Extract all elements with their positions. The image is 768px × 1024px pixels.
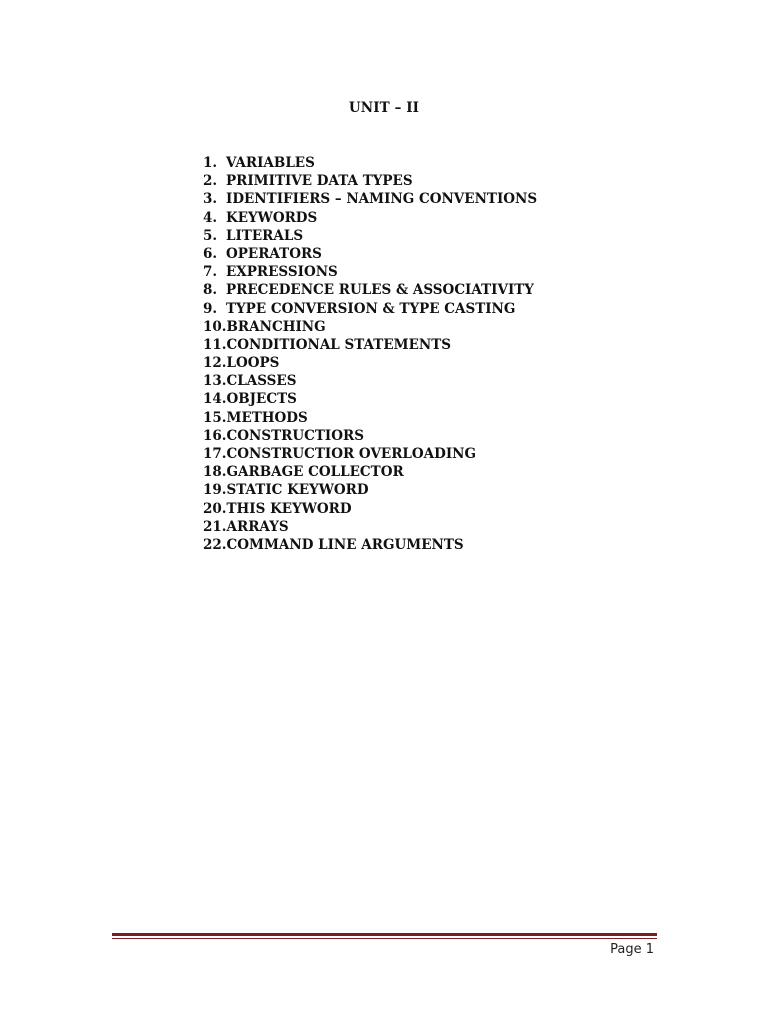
list-item-number: 7. [203, 264, 218, 281]
list-item-number: 9. [203, 300, 218, 317]
list-item [203, 372, 537, 390]
list-item-number: 19. [203, 482, 227, 499]
list-item [203, 354, 537, 372]
list-item-number: 20. [203, 500, 227, 517]
list-item [203, 227, 537, 245]
footer-divider-thick [112, 933, 657, 936]
list-item-label: KEYWORDS [226, 209, 318, 226]
list-item-label: PRIMITIVE DATA TYPES [226, 173, 413, 190]
list-item [203, 390, 537, 408]
list-item-label: TYPE CONVERSION & TYPE CASTING [226, 300, 516, 317]
list-item-label: OPERATORS [226, 245, 322, 262]
list-item [203, 481, 537, 499]
list-item [203, 427, 537, 445]
list-item [203, 245, 537, 263]
list-item [203, 518, 537, 536]
list-item-label: VARIABLES [226, 155, 315, 171]
list-item [203, 263, 537, 281]
list-item-number: 3. [203, 191, 218, 208]
list-item-number: 11. [203, 336, 227, 353]
list-item [203, 300, 537, 318]
list-item [203, 281, 537, 299]
list-item-label: GARBAGE COLLECTOR [226, 464, 404, 481]
list-item-number: 5. [203, 227, 218, 244]
list-item-number: 4. [203, 209, 218, 226]
list-item [203, 154, 537, 172]
list-item-number: 22. [203, 536, 227, 553]
footer-divider [112, 933, 657, 939]
list-item-number: 18. [203, 464, 227, 481]
list-item-label: CONSTRUCTIOR OVERLOADING [226, 446, 477, 462]
list-item [203, 445, 537, 463]
list-item-label: LITERALS [226, 227, 304, 244]
list-item-label: CLASSES [226, 373, 297, 390]
page-title: UNIT – II [348, 100, 420, 116]
list-item-label: STATIC KEYWORD [226, 482, 369, 499]
list-item-number: 8. [203, 282, 218, 299]
list-item-label: METHODS [226, 409, 308, 426]
topic-list [203, 154, 537, 554]
list-item-number: 12. [203, 355, 227, 372]
list-item [203, 463, 537, 481]
page-number: Page 1 [610, 942, 654, 957]
list-item-number: 13. [203, 373, 227, 390]
list-item-number: 6. [203, 245, 218, 262]
list-item-number: 10. [203, 318, 227, 335]
list-item-number: 16. [203, 427, 227, 444]
list-item-label: CONDITIONAL STATEMENTS [226, 336, 451, 353]
list-item-label: ARRAYS [226, 518, 289, 535]
list-item [203, 409, 537, 427]
list-item-label: OBJECTS [226, 391, 297, 408]
list-item [203, 190, 537, 208]
list-item-number: 2. [203, 173, 218, 190]
list-item-label: LOOPS [226, 355, 280, 372]
list-item-number: 17. [203, 446, 227, 462]
list-item [203, 318, 537, 336]
list-item-number: 21. [203, 518, 227, 535]
list-item-label: CONSTRUCTIORS [226, 427, 364, 444]
list-item [203, 500, 537, 518]
footer-divider-thin [112, 938, 657, 939]
list-item-label: BRANCHING [226, 318, 326, 335]
list-item [203, 536, 537, 554]
list-item [203, 209, 537, 227]
list-item-label: IDENTIFIERS – NAMING CONVENTIONS [226, 191, 538, 208]
list-item-label: THIS KEYWORD [226, 500, 352, 517]
list-item-label: COMMAND LINE ARGUMENTS [226, 536, 464, 553]
list-item-number: 14. [203, 391, 227, 408]
list-item [203, 336, 537, 354]
list-item-number: 1. [203, 155, 218, 171]
list-item-number: 15. [203, 409, 227, 426]
list-item-label: PRECEDENCE RULES & ASSOCIATIVITY [226, 282, 534, 299]
list-item-label: EXPRESSIONS [226, 264, 338, 281]
list-item [203, 172, 537, 190]
